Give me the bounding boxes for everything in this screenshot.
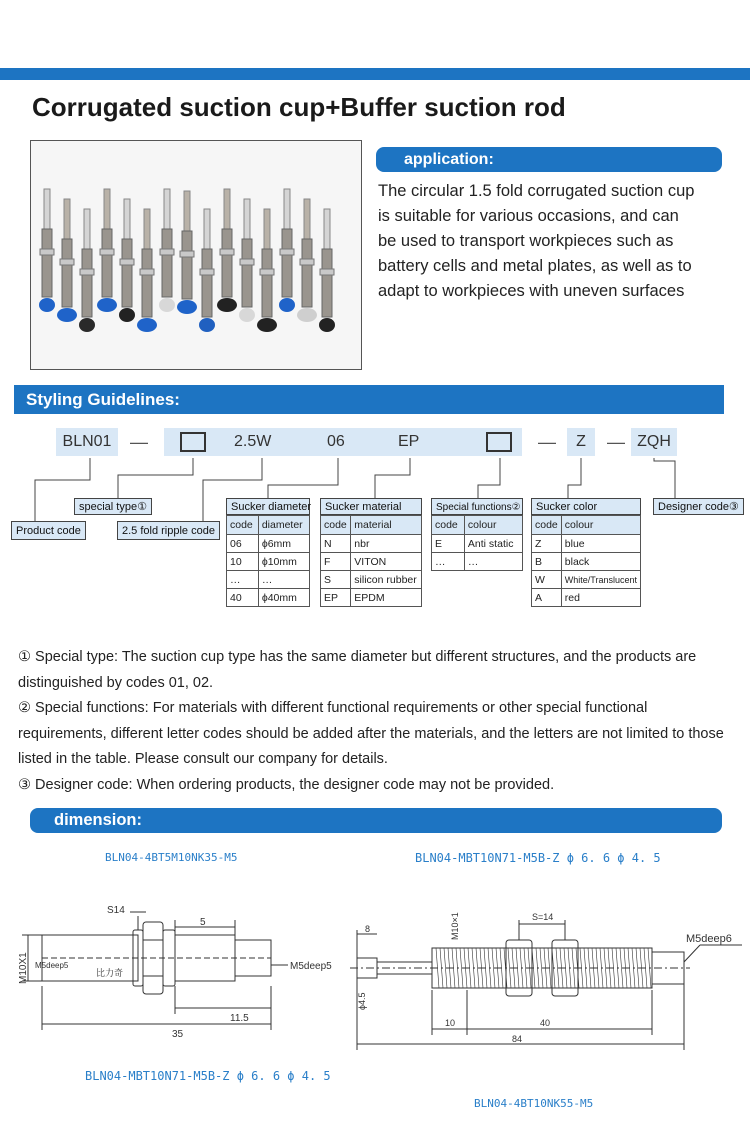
table-cell: ϕ40mm	[258, 589, 309, 607]
table-row	[321, 571, 422, 589]
table-cell: W	[532, 571, 562, 589]
suction-cup	[79, 318, 95, 332]
rod-nut	[180, 251, 194, 257]
styling-guidelines-heading: Styling Guidelines:	[14, 385, 724, 414]
table-header: code	[321, 516, 351, 535]
rod-body	[322, 249, 332, 317]
code-diameter: 06	[327, 433, 345, 450]
rod-body	[242, 239, 252, 307]
table-cell: N	[321, 535, 351, 553]
right-dim-84: 84	[512, 1034, 523, 1044]
suction-cup	[119, 308, 135, 322]
right-drawing	[350, 920, 742, 1050]
rod-body	[302, 239, 312, 307]
right-dim-8: 8	[365, 924, 371, 934]
rod-nut	[40, 249, 54, 255]
material-label: Sucker material	[320, 498, 422, 515]
rod-body	[282, 229, 292, 297]
right-deep-label: M5deep6	[686, 933, 732, 945]
table-cell: White/Translucent	[561, 571, 640, 589]
table-cell: A	[532, 589, 562, 607]
rod-body	[102, 229, 112, 297]
right-m10-label: M10×1	[450, 912, 460, 940]
right-dim-40: 40	[540, 1018, 551, 1028]
left-deep-left: M5deep5	[35, 961, 69, 970]
right-s14-label: S=14	[532, 912, 554, 922]
left-dim-11-5: 11.5	[230, 1013, 249, 1024]
page-title: Corrugated suction cup+Buffer suction rod	[32, 92, 566, 122]
rod-nut	[320, 269, 334, 275]
rod-body	[162, 229, 172, 297]
application-line: adapt to workpieces with uneven surfaces	[378, 282, 685, 300]
suction-cup	[297, 308, 317, 322]
table-row	[532, 535, 641, 553]
rod-body	[182, 231, 192, 299]
right-dim-4-5: ϕ4.5	[357, 992, 367, 1010]
table-row	[432, 535, 523, 553]
table-cell: F	[321, 553, 351, 571]
right-model-bottom: BLN04-4BT10NK55-M5	[474, 1097, 594, 1110]
table-row	[227, 589, 310, 607]
table-cell: Z	[532, 535, 562, 553]
table-cell: red	[561, 589, 640, 607]
left-dim-5: 5	[200, 917, 206, 928]
dimension-drawings	[0, 890, 750, 1100]
code-color: Z	[567, 428, 595, 456]
rod-body	[42, 229, 52, 297]
footnote: ③ Designer code: When ordering products, the designer code may not be provided.	[18, 776, 555, 793]
suction-cup	[217, 298, 237, 312]
table-cell: VITON	[351, 553, 422, 571]
left-dim-35: 35	[172, 1029, 184, 1040]
table-cell: 10	[227, 553, 259, 571]
table-header: code	[227, 516, 259, 535]
table-header: code	[432, 516, 465, 535]
table-header: colour	[464, 516, 522, 535]
table-row	[321, 589, 422, 607]
code-dash: —	[130, 432, 148, 452]
brand-label: 比力奇	[96, 968, 124, 978]
rod-nut	[300, 259, 314, 265]
rod-nut	[80, 269, 94, 275]
rod-nut	[120, 259, 134, 265]
suction-cup	[97, 298, 117, 312]
application-line: The circular 1.5 fold corrugated suction cup	[378, 182, 695, 200]
table-cell: blue	[561, 535, 640, 553]
code-designer: ZQH	[631, 428, 677, 456]
code-fold: 2.5W	[234, 433, 272, 450]
suction-cup	[257, 318, 277, 332]
table-cell: …	[464, 553, 522, 571]
table-row	[227, 535, 310, 553]
rod-body	[82, 249, 92, 317]
rod-body	[62, 239, 72, 307]
table-cell: …	[432, 553, 465, 571]
code-dash: —	[607, 432, 625, 452]
suction-cup	[39, 298, 55, 312]
rod-nut	[160, 249, 174, 255]
fold-code-label: 2.5 fold ripple code	[117, 521, 220, 540]
diameter-table	[226, 515, 310, 607]
suction-cup	[177, 300, 197, 314]
rod-nut	[140, 269, 154, 275]
product-photo	[30, 140, 362, 370]
table-row	[321, 553, 422, 571]
table-header: code	[532, 516, 562, 535]
application-line: be used to transport workpieces such as	[378, 232, 674, 250]
table-header: colour	[561, 516, 640, 535]
left-deep-right: M5deep5	[290, 961, 332, 972]
table-row	[227, 571, 310, 589]
table-cell: B	[532, 553, 562, 571]
table-cell: ϕ6mm	[258, 535, 309, 553]
special-type-placeholder-box	[180, 432, 206, 452]
rod-nut	[280, 249, 294, 255]
product-code-label: Product code	[11, 521, 86, 540]
rod-nut	[260, 269, 274, 275]
suction-cup	[159, 298, 175, 312]
color-label: Sucker color	[531, 498, 641, 515]
footnote: ① Special type: The suction cup type has the same diameter but different structures, and the products are distinguished by codes 01, 02.	[18, 649, 697, 691]
rod-body	[262, 249, 272, 317]
table-row	[432, 553, 523, 571]
table-cell: silicon rubber	[351, 571, 422, 589]
table-cell: …	[258, 571, 309, 589]
special-type-label: special type①	[74, 498, 152, 515]
application-heading: application:	[376, 147, 722, 172]
rod-nut	[100, 249, 114, 255]
designer-code-label: Designer code③	[653, 498, 744, 515]
color-table	[531, 515, 641, 607]
suction-cup	[319, 318, 335, 332]
table-cell: black	[561, 553, 640, 571]
rod-nut	[240, 259, 254, 265]
table-row	[532, 589, 641, 607]
top-banner-bar	[0, 68, 750, 80]
special-functions-table	[431, 515, 523, 571]
code-material: EP	[398, 433, 420, 450]
left-model-bottom: BLN04-MBT10N71-M5B-Z ϕ 6. 6 ϕ 4. 5	[85, 1069, 331, 1083]
right-dim-10: 10	[445, 1018, 456, 1028]
suction-rods-illustration	[31, 141, 361, 369]
table-cell: S	[321, 571, 351, 589]
table-cell: …	[227, 571, 259, 589]
table-row	[321, 535, 422, 553]
rod-nut	[220, 249, 234, 255]
suction-cup	[279, 298, 295, 312]
special-functions-label: Special functions②	[431, 498, 523, 515]
rod-body	[122, 239, 132, 307]
suction-cup	[239, 308, 255, 322]
right-model-top: BLN04-MBT10N71-M5B-Z ϕ 6. 6 ϕ 4. 5	[415, 851, 661, 865]
footnotes	[18, 645, 738, 798]
rod-nut	[200, 269, 214, 275]
application-line: is suitable for various occasions, and can	[378, 207, 679, 225]
table-header: material	[351, 516, 422, 535]
table-row	[227, 553, 310, 571]
table-cell: EP	[321, 589, 351, 607]
diameter-label: Sucker diameter	[226, 498, 310, 515]
material-table	[320, 515, 422, 607]
dimension-heading: dimension:	[30, 808, 722, 833]
left-m10-label: M10X1	[18, 952, 29, 984]
application-line: battery cells and metal plates, as well as to	[378, 257, 692, 275]
suction-cup	[137, 318, 157, 332]
table-cell: nbr	[351, 535, 422, 553]
suction-cup	[199, 318, 215, 332]
left-model-top: BLN04-4BT5M10NK35-M5	[105, 851, 238, 864]
table-cell: Anti static	[464, 535, 522, 553]
table-cell: 40	[227, 589, 259, 607]
table-cell: ϕ10mm	[258, 553, 309, 571]
code-dash: —	[538, 432, 556, 452]
left-s14-label: S14	[107, 905, 125, 916]
special-function-placeholder-box	[486, 432, 512, 452]
code-prefix: BLN01	[56, 428, 118, 456]
table-cell: E	[432, 535, 465, 553]
application-text	[378, 179, 728, 304]
right-labels	[357, 912, 732, 1044]
rod-body	[202, 249, 212, 317]
table-row	[532, 553, 641, 571]
table-row	[532, 571, 641, 589]
suction-cup	[57, 308, 77, 322]
table-cell: 06	[227, 535, 259, 553]
table-cell: EPDM	[351, 589, 422, 607]
rod-nut	[60, 259, 74, 265]
rod-body	[142, 249, 152, 317]
table-header: diameter	[258, 516, 309, 535]
footnote: ② Special functions: For materials with different functional requirements or other special functional requirements, different letter codes should be added after the materials, and the letters are not limited to those listed in the table. Please consult our company for details.	[18, 700, 724, 767]
rod-body	[222, 229, 232, 297]
